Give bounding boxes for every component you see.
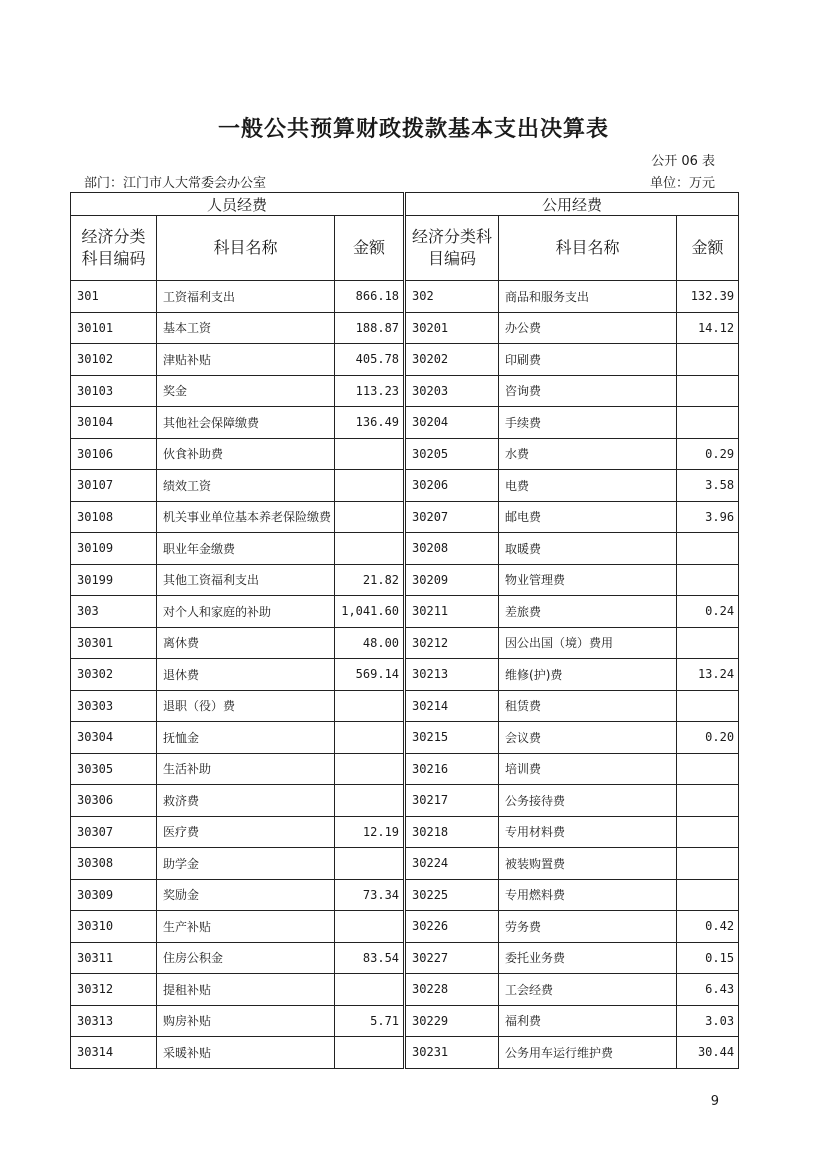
public-code-cell: 30214 — [405, 690, 499, 722]
table-row — [71, 848, 739, 880]
personnel-code-cell: 30313 — [71, 1005, 157, 1037]
table-row — [71, 375, 739, 407]
public-name-cell: 邮电费 — [499, 501, 677, 533]
public-name-cell: 专用材料费 — [499, 816, 677, 848]
public-name-cell: 被装购置费 — [499, 848, 677, 880]
public-code-cell: 30205 — [405, 438, 499, 470]
public-amount-cell: 0.29 — [677, 438, 739, 470]
table-row — [71, 564, 739, 596]
personnel-code-cell: 30314 — [71, 1037, 157, 1069]
table-row — [71, 974, 739, 1006]
personnel-code-cell: 30103 — [71, 375, 157, 407]
personnel-code-cell: 30310 — [71, 911, 157, 943]
public-name-cell: 取暖费 — [499, 533, 677, 565]
personnel-amount-cell — [335, 722, 405, 754]
table-row — [71, 344, 739, 376]
personnel-amount-cell: 21.82 — [335, 564, 405, 596]
personnel-name-cell: 对个人和家庭的补助 — [157, 596, 335, 628]
table-row — [71, 942, 739, 974]
table-row — [71, 753, 739, 785]
public-amount-cell: 6.43 — [677, 974, 739, 1006]
table-row — [71, 438, 739, 470]
public-amount-cell — [677, 564, 739, 596]
col-code-header: 经济分类科目编码 — [405, 216, 499, 281]
public-name-cell: 印刷费 — [499, 344, 677, 376]
public-name-cell: 维修(护)费 — [499, 659, 677, 691]
personnel-amount-cell: 136.49 — [335, 407, 405, 439]
table-row — [71, 407, 739, 439]
personnel-name-cell: 退职（役）费 — [157, 690, 335, 722]
personnel-code-cell: 30102 — [71, 344, 157, 376]
public-name-cell: 福利费 — [499, 1005, 677, 1037]
personnel-name-cell: 助学金 — [157, 848, 335, 880]
public-name-cell: 会议费 — [499, 722, 677, 754]
public-name-cell: 专用燃料费 — [499, 879, 677, 911]
public-code-cell: 30216 — [405, 753, 499, 785]
personnel-code-cell: 30101 — [71, 312, 157, 344]
public-amount-cell: 132.39 — [677, 281, 739, 313]
personnel-name-cell: 抚恤金 — [157, 722, 335, 754]
public-name-cell: 差旅费 — [499, 596, 677, 628]
public-code-cell: 30206 — [405, 470, 499, 502]
public-code-cell: 30201 — [405, 312, 499, 344]
personnel-amount-cell: 1,041.60 — [335, 596, 405, 628]
personnel-amount-cell — [335, 470, 405, 502]
personnel-code-cell: 30302 — [71, 659, 157, 691]
table-row — [71, 879, 739, 911]
personnel-code-cell: 30307 — [71, 816, 157, 848]
public-name-cell: 培训费 — [499, 753, 677, 785]
public-code-cell: 30228 — [405, 974, 499, 1006]
personnel-name-cell: 基本工资 — [157, 312, 335, 344]
public-amount-cell: 0.15 — [677, 942, 739, 974]
personnel-amount-cell: 569.14 — [335, 659, 405, 691]
personnel-amount-cell: 405.78 — [335, 344, 405, 376]
public-amount-cell: 0.20 — [677, 722, 739, 754]
public-code-cell: 30213 — [405, 659, 499, 691]
public-amount-cell — [677, 375, 739, 407]
public-name-cell: 租赁费 — [499, 690, 677, 722]
public-code-cell: 30212 — [405, 627, 499, 659]
group-public-header: 公用经费 — [405, 193, 739, 216]
public-code-cell: 30203 — [405, 375, 499, 407]
table-row — [71, 596, 739, 628]
personnel-code-cell: 30311 — [71, 942, 157, 974]
personnel-name-cell: 伙食补助费 — [157, 438, 335, 470]
table-row — [71, 690, 739, 722]
public-name-cell: 工会经费 — [499, 974, 677, 1006]
public-code-cell: 30224 — [405, 848, 499, 880]
public-code-cell: 30207 — [405, 501, 499, 533]
public-amount-cell — [677, 753, 739, 785]
public-code-cell: 30226 — [405, 911, 499, 943]
personnel-amount-cell — [335, 438, 405, 470]
public-amount-cell: 14.12 — [677, 312, 739, 344]
personnel-name-cell: 退休费 — [157, 659, 335, 691]
col-code-header: 经济分类科目编码 — [71, 216, 157, 281]
personnel-code-cell: 303 — [71, 596, 157, 628]
public-amount-cell — [677, 785, 739, 817]
personnel-amount-cell: 73.34 — [335, 879, 405, 911]
personnel-code-cell: 30306 — [71, 785, 157, 817]
public-code-cell: 30215 — [405, 722, 499, 754]
personnel-amount-cell: 866.18 — [335, 281, 405, 313]
public-amount-cell: 3.58 — [677, 470, 739, 502]
personnel-code-cell: 301 — [71, 281, 157, 313]
table-row — [71, 281, 739, 313]
public-code-cell: 30231 — [405, 1037, 499, 1069]
table-row — [71, 659, 739, 691]
department-label: 部门：江门市人大常委会办公室 — [84, 176, 267, 191]
page-title: 一般公共预算财政拨款基本支出决算表 — [217, 116, 609, 142]
table-row — [71, 911, 739, 943]
table-row — [71, 312, 739, 344]
personnel-name-cell: 提租补贴 — [157, 974, 335, 1006]
public-code-cell: 30211 — [405, 596, 499, 628]
personnel-amount-cell: 83.54 — [335, 942, 405, 974]
public-name-cell: 商品和服务支出 — [499, 281, 677, 313]
personnel-amount-cell — [335, 501, 405, 533]
personnel-code-cell: 30107 — [71, 470, 157, 502]
public-name-cell: 劳务费 — [499, 911, 677, 943]
personnel-name-cell: 机关事业单位基本养老保险缴费 — [157, 501, 335, 533]
page-number: 9 — [710, 1094, 719, 1109]
public-code-cell: 30202 — [405, 344, 499, 376]
personnel-code-cell: 30312 — [71, 974, 157, 1006]
col-amount-header: 金额 — [677, 216, 739, 281]
expenditure-table — [70, 192, 739, 1069]
personnel-name-cell: 医疗费 — [157, 816, 335, 848]
public-code-cell: 30218 — [405, 816, 499, 848]
public-amount-cell — [677, 627, 739, 659]
personnel-amount-cell — [335, 1037, 405, 1069]
personnel-name-cell: 采暖补贴 — [157, 1037, 335, 1069]
public-code-cell: 302 — [405, 281, 499, 313]
public-code-cell: 30217 — [405, 785, 499, 817]
personnel-name-cell: 生产补贴 — [157, 911, 335, 943]
group-personnel-header: 人员经费 — [71, 193, 405, 216]
public-code-cell: 30229 — [405, 1005, 499, 1037]
public-amount-cell — [677, 879, 739, 911]
personnel-code-cell: 30301 — [71, 627, 157, 659]
public-amount-cell — [677, 816, 739, 848]
table-row — [71, 722, 739, 754]
personnel-code-cell: 30309 — [71, 879, 157, 911]
public-code-cell: 30227 — [405, 942, 499, 974]
public-amount-cell — [677, 407, 739, 439]
personnel-amount-cell — [335, 785, 405, 817]
public-amount-cell: 0.42 — [677, 911, 739, 943]
personnel-amount-cell: 113.23 — [335, 375, 405, 407]
personnel-code-cell: 30308 — [71, 848, 157, 880]
personnel-name-cell: 绩效工资 — [157, 470, 335, 502]
public-name-cell: 公务用车运行维护费 — [499, 1037, 677, 1069]
personnel-amount-cell — [335, 848, 405, 880]
personnel-name-cell: 购房补贴 — [157, 1005, 335, 1037]
col-name-header: 科目名称 — [157, 216, 335, 281]
personnel-code-cell: 30304 — [71, 722, 157, 754]
public-name-cell: 因公出国（境）费用 — [499, 627, 677, 659]
public-amount-cell: 3.03 — [677, 1005, 739, 1037]
personnel-code-cell: 30199 — [71, 564, 157, 596]
personnel-name-cell: 职业年金缴费 — [157, 533, 335, 565]
personnel-amount-cell — [335, 690, 405, 722]
personnel-amount-cell: 5.71 — [335, 1005, 405, 1037]
public-amount-cell — [677, 690, 739, 722]
personnel-name-cell: 奖金 — [157, 375, 335, 407]
public-name-cell: 委托业务费 — [499, 942, 677, 974]
table-row — [71, 470, 739, 502]
personnel-name-cell: 住房公积金 — [157, 942, 335, 974]
personnel-amount-cell: 48.00 — [335, 627, 405, 659]
personnel-amount-cell — [335, 911, 405, 943]
form-number: 公开 06 表 — [651, 154, 715, 169]
public-name-cell: 电费 — [499, 470, 677, 502]
public-name-cell: 物业管理费 — [499, 564, 677, 596]
table-row — [71, 816, 739, 848]
personnel-name-cell: 其他工资福利支出 — [157, 564, 335, 596]
public-amount-cell — [677, 344, 739, 376]
public-code-cell: 30225 — [405, 879, 499, 911]
personnel-amount-cell: 12.19 — [335, 816, 405, 848]
public-amount-cell — [677, 848, 739, 880]
public-name-cell: 公务接待费 — [499, 785, 677, 817]
public-amount-cell: 0.24 — [677, 596, 739, 628]
public-amount-cell: 30.44 — [677, 1037, 739, 1069]
personnel-code-cell: 30303 — [71, 690, 157, 722]
table-row — [71, 501, 739, 533]
table-row — [71, 1037, 739, 1069]
public-name-cell: 手续费 — [499, 407, 677, 439]
personnel-amount-cell — [335, 974, 405, 1006]
public-name-cell: 水费 — [499, 438, 677, 470]
personnel-code-cell: 30106 — [71, 438, 157, 470]
table-row — [71, 785, 739, 817]
public-code-cell: 30208 — [405, 533, 499, 565]
personnel-amount-cell: 188.87 — [335, 312, 405, 344]
public-amount-cell — [677, 533, 739, 565]
personnel-name-cell: 奖励金 — [157, 879, 335, 911]
public-amount-cell: 13.24 — [677, 659, 739, 691]
personnel-amount-cell — [335, 533, 405, 565]
personnel-code-cell: 30108 — [71, 501, 157, 533]
personnel-code-cell: 30305 — [71, 753, 157, 785]
personnel-name-cell: 生活补助 — [157, 753, 335, 785]
personnel-name-cell: 离休费 — [157, 627, 335, 659]
table-row — [71, 1005, 739, 1037]
table-row — [71, 533, 739, 565]
personnel-name-cell: 救济费 — [157, 785, 335, 817]
public-code-cell: 30204 — [405, 407, 499, 439]
personnel-name-cell: 津贴补贴 — [157, 344, 335, 376]
personnel-code-cell: 30104 — [71, 407, 157, 439]
personnel-code-cell: 30109 — [71, 533, 157, 565]
public-amount-cell: 3.96 — [677, 501, 739, 533]
col-name-header: 科目名称 — [499, 216, 677, 281]
col-amount-header: 金额 — [335, 216, 405, 281]
table-row — [71, 627, 739, 659]
public-name-cell: 咨询费 — [499, 375, 677, 407]
public-code-cell: 30209 — [405, 564, 499, 596]
unit-label: 单位：万元 — [649, 176, 715, 191]
personnel-name-cell: 工资福利支出 — [157, 281, 335, 313]
public-name-cell: 办公费 — [499, 312, 677, 344]
personnel-name-cell: 其他社会保障缴费 — [157, 407, 335, 439]
personnel-amount-cell — [335, 753, 405, 785]
